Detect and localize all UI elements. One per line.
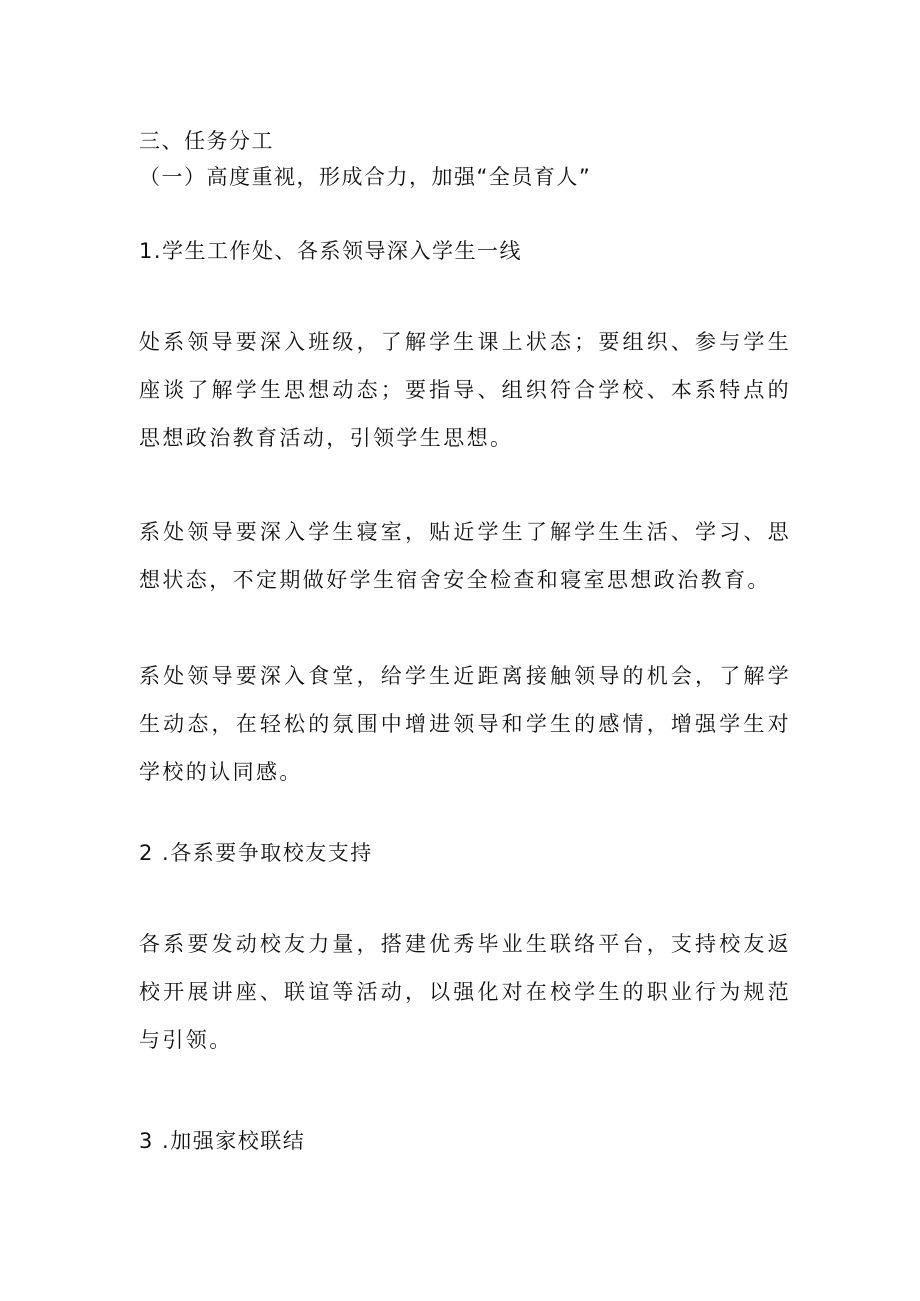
item3-heading: 3 .加强家校联结 [139,1129,306,1153]
item1-heading: 1.学生工作处、各系领导深入学生一线 [139,239,523,263]
item1-paragraph-1: 处系领导要深入班级，了解学生课上状态；要组织、参与学生座谈了解学生思想动态；要指导、组织符合学校、本系特点的思想政治教育活动，引领学生思想。 [139,330,791,450]
subsection-title: （一）高度重视，形成合力，加强“全员育人” [139,165,592,189]
item1-paragraph-3: 系处领导要深入食堂，给学生近距离接触领导的机会，了解学生动态，在轻松的氛围中增进领导和学生的感情，增强学生对学校的认同感。 [139,664,791,784]
section-title: 三、任务分工 [139,129,274,153]
item2-heading: 2 .各系要争取校友支持 [139,841,373,865]
item1-paragraph-2: 系处领导要深入学生寝室，贴近学生了解学生生活、学习、思想状态，不定期做好学生宿舍安全检查和寝室思想政治教育。 [139,520,791,592]
item2-paragraph-1: 各系要发动校友力量，搭建优秀毕业生联络平台，支持校友返校开展讲座、联谊等活动，以强化对在校学生的职业行为规范与引领。 [139,932,791,1052]
